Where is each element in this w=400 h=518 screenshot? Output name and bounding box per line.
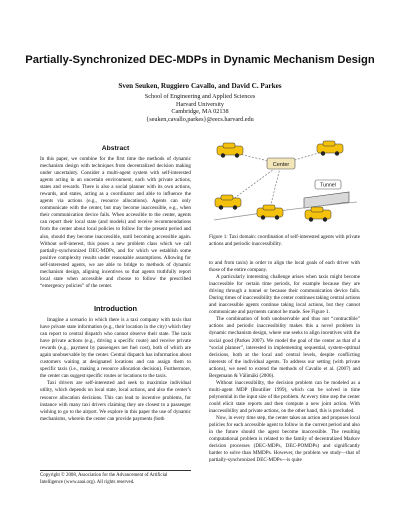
right-paragraph-1: to and from taxis) in order to align the local goals of each driver with those of the entire company. <box>209 260 360 274</box>
copyright-notice: Copyright © 2008, Association for the Advancement of Artificial Intelligence (www.aaai.org). All rights reserved. <box>40 470 191 486</box>
taxi-icon <box>305 207 331 222</box>
taxi-icon <box>215 195 241 210</box>
right-paragraph-4: Without inaccessibility, the decision problem can be modeled as a multi-agent MDP (Boutilier 1999), which can be solved in time polynomial in the input size of the problem. At every time step the center could elicit state reports and then compute a new joint action. With inaccessibility and private actions, on the other hand, this is precluded. <box>209 379 360 414</box>
taxi-domain-illustration <box>209 140 360 230</box>
affiliation-university: Harvard University <box>176 100 224 108</box>
taxi-icon <box>217 143 243 158</box>
introduction-heading: Introduction <box>93 304 138 313</box>
figure-caption-text: Figure 1: Taxi domain: coordination of self-interested agents with private actions and periodic inaccessibility. <box>209 234 360 248</box>
figure-taxi-domain <box>209 140 360 230</box>
abstract-paragraph: In this paper, we combine for the first time the methods of dynamic mechanism design with techniques from decentralized decision making under uncertainty. Consider a multi-agent system with self-interested agents acting in an uncertain environment, each with private actions, states and rewards. There is also a social planner with its own actions, rewards, and states, acting as a coordinator and able to influence the agents via actions (e.g., resource allocations). Agents can only communicate with the center, but may become inaccessible, e.g., when their communication device fails. When accessible to the center, agents can report their local state (and models) and receive recommendations from the center about local policies to follow for the present period and also, should they become inaccessible, until becoming accessible again. Without self-interest, this poses a new problem class which we call partially-synchronized DEC-MDPs, and for which we establish some positive complexity results under reasonable assumptions. Allowing for self-interested agents, we are able to bridge to methods of dynamic mechanism design, aligning incentives so that agents truthfully report local state when accessible and choose to follow the prescribed “emergency policies” of the center. <box>40 156 191 289</box>
affiliation-emails: {seuken,cavallo,parkes}@eecs.harvard.edu <box>146 115 254 123</box>
right-paragraph-5: Now, in every time step, the center takes an action and proposes local policies for each accessible agent to follow in the current period and also in the future should the agent become inaccessible. The resulting computational problem is related to the family of decentralized Markov decision processes (DEC-MDPs, DEC-POMDPs) and significantly harder to solve than MMDPs. However, the problem we study—that of partially-synchronized DEC-MDPs—is quite <box>209 415 360 464</box>
right-column-text <box>209 260 360 464</box>
intro-paragraph-2: Taxi drivers are self-interested and seek to maximize individual utility, which depends on local state, local actions, and also the center’s resource allocation decisions. This can lead to incentive problems, for instance with many taxi drivers claiming they are closest to a passenger wishing to go to the airport. We explore in this paper the use of dynamic mechanisms, wherein the center can provide payments (both <box>40 380 191 422</box>
affiliation-school: School of Engineering and Applied Sciences <box>144 93 256 100</box>
intro-paragraph-1: Imagine a scenario in which there is a taxi company with taxis that have private state information (e.g., their location in the city) which they can report to central dispatch who cannot observe their state. The taxis have private actions (e.g., driving a specific route) and receive private rewards (e.g., payment by passengers net fuel cost), both of which are again unobservable by the center. Central dispatch has information about customers waiting at designated locations and can assign them to specific taxis (i.e., making a resource allocation decision). Furthermore, the center can suggest specific routes or locations to the taxis. <box>40 317 191 380</box>
right-paragraph-2: A particularly interesting challenge arises when taxis might become inaccessible for certain time periods, for example because they are driving through a tunnel or because their communication device fails. During times of inaccessibility the center continues taking central actions and inaccessible agents continue taking local actions, but they cannot communicate and payments cannot be made. See Figure 1. <box>209 274 360 316</box>
right-paragraph-3: The combination of both unobservable and thus not “contractible” actions and periodic inaccessibility makes this a novel problem in dynamic mechanism design, where one seeks to align incentives with the social good (Parkes 2007). We model the goal of the center as that of a “social planner”, interested in implementing sequential, system-optimal decisions, both at the local and central levels, despite conflicting interests of the individual agents. To address our setting (with private actions), we need to extend the methods of Cavallo et al. (2007) and Bergemann & Välimäki (2006). <box>209 316 360 379</box>
paper-title: Partially-Synchronized DEC-MDPs in Dynamic Mechanism Design <box>25 54 375 66</box>
center-label: Center <box>272 161 290 168</box>
abstract-heading: Abstract <box>101 145 130 152</box>
abstract-text <box>40 156 191 290</box>
introduction-text <box>40 317 191 423</box>
taxi-icon <box>257 205 283 220</box>
affiliation-city: Cambridge, MA 02138 <box>171 108 229 115</box>
taxi-icon <box>317 141 343 156</box>
paper-authors: Sven Seuken, Ruggiero Cavallo, and David C. Parkes <box>118 82 282 90</box>
tunnel-label: Tunnel <box>320 182 336 189</box>
figure-caption <box>209 234 360 248</box>
